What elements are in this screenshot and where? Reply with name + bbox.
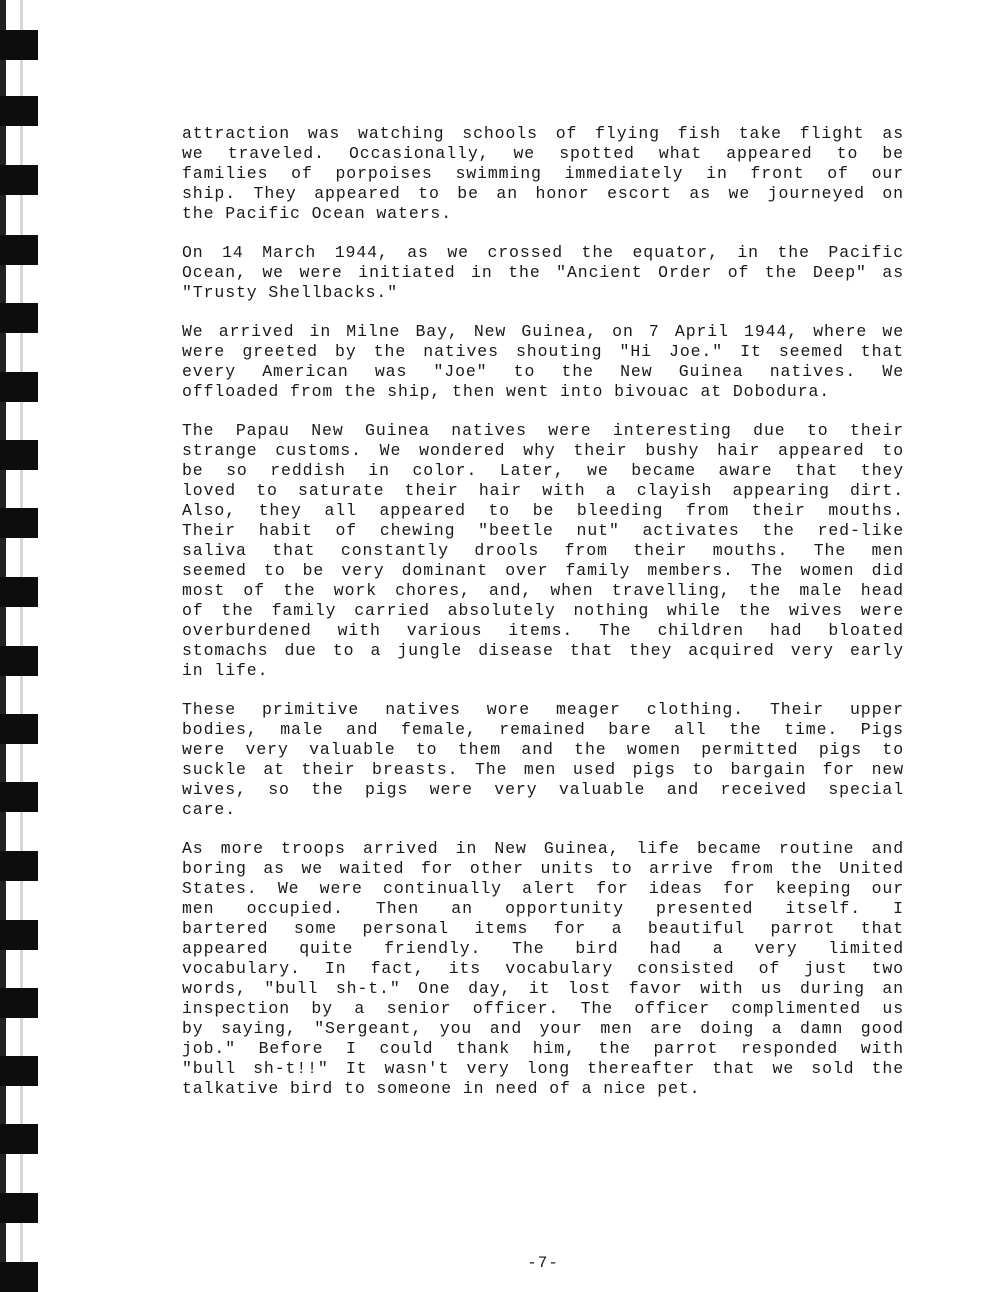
spiral-binding (0, 0, 60, 1292)
binding-ring (0, 646, 38, 676)
text-line: boring as we waited for other units to arrive from the United (182, 859, 904, 878)
binding-ring (0, 1124, 38, 1154)
binding-ring (0, 165, 38, 195)
text-line: families of porpoises swimming immediately in front of our (182, 164, 904, 183)
text-line: Ocean, we were initiated in the "Ancient Order of the Deep" as (182, 263, 904, 282)
text-line: suckle at their breasts. The men used pigs to bargain for new (182, 760, 904, 779)
binding-ring (0, 303, 38, 333)
text-line: loved to saturate their hair with a clayish appearing dirt. (182, 481, 904, 500)
text-line: On 14 March 1944, as we crossed the equator, in the Pacific (182, 243, 904, 262)
binding-ring (0, 1262, 38, 1292)
binding-ring (0, 851, 38, 881)
text-line: the Pacific Ocean waters. (182, 204, 453, 223)
text-line: strange customs. We wondered why their bushy hair appeared to (182, 441, 904, 460)
text-line: men occupied. Then an opportunity presented itself. I (182, 899, 904, 918)
text-line: be so reddish in color. Later, we became aware that they (182, 461, 904, 480)
paragraph (182, 124, 904, 224)
text-line: Their habit of chewing "beetle nut" activates the red-like (182, 521, 904, 540)
text-line: seemed to be very dominant over family members. The women did (182, 561, 904, 580)
binding-ring (0, 235, 38, 265)
text-line: most of the work chores, and, when travelling, the male head (182, 581, 904, 600)
text-line: These primitive natives wore meager clothing. Their upper (182, 700, 904, 719)
text-line: inspection by a senior officer. The officer complimented us (182, 999, 904, 1018)
paragraph (182, 243, 904, 303)
binding-ring (0, 988, 38, 1018)
document-page (182, 124, 904, 1272)
text-line: we traveled. Occasionally, we spotted what appeared to be (182, 144, 904, 163)
text-line: bartered some personal items for a beautiful parrot that (182, 919, 904, 938)
text-line: were greeted by the natives shouting "Hi Joe." It seemed that (182, 342, 904, 361)
text-line: The Papau New Guinea natives were interesting due to their (182, 421, 904, 440)
binding-ring (0, 508, 38, 538)
paragraph (182, 839, 904, 1099)
binding-ring (0, 440, 38, 470)
paragraph (182, 421, 904, 681)
binding-ring (0, 30, 38, 60)
text-line: appeared quite friendly. The bird had a very limited (182, 939, 904, 958)
binding-ring (0, 920, 38, 950)
binding-ring (0, 372, 38, 402)
text-line: "bull sh-t!!" It wasn't very long thereafter that we sold the (182, 1059, 904, 1078)
paragraph (182, 700, 904, 820)
text-line: Also, they all appeared to be bleeding from their mouths. (182, 501, 904, 520)
text-line: bodies, male and female, remained bare all the time. Pigs (182, 720, 904, 739)
text-line: by saying, "Sergeant, you and your men are doing a damn good (182, 1019, 904, 1038)
text-line: States. We were continually alert for ideas for keeping our (182, 879, 904, 898)
text-line: saliva that constantly drools from their mouths. The men (182, 541, 904, 560)
text-line: As more troops arrived in New Guinea, life became routine and (182, 839, 904, 858)
text-line: overburdened with various items. The children had bloated (182, 621, 904, 640)
binding-ring (0, 577, 38, 607)
binding-ring (0, 1193, 38, 1223)
text-line: stomachs due to a jungle disease that they acquired very early (182, 641, 904, 660)
text-line: We arrived in Milne Bay, New Guinea, on 7 April 1944, where we (182, 322, 904, 341)
text-line: ship. They appeared to be an honor escort as we journeyed on (182, 184, 904, 203)
text-line: vocabulary. In fact, its vocabulary consisted of just two (182, 959, 904, 978)
binding-ring (0, 782, 38, 812)
body-text (182, 124, 904, 1099)
text-line: talkative bird to someone in need of a nice pet. (182, 1079, 701, 1098)
text-line: care. (182, 800, 237, 819)
text-line: attraction was watching schools of flying fish take flight as (182, 124, 904, 143)
binding-ring (0, 96, 38, 126)
page-number: -7- (527, 1254, 559, 1272)
text-line: in life. (182, 661, 269, 680)
binding-ring (0, 714, 38, 744)
text-line: every American was "Joe" to the New Guinea natives. We (182, 362, 904, 381)
paragraph (182, 322, 904, 402)
text-line: wives, so the pigs were very valuable and received special (182, 780, 904, 799)
text-line: "Trusty Shellbacks." (182, 283, 399, 302)
text-line: offloaded from the ship, then went into bivouac at Dobodura. (182, 382, 831, 401)
text-line: words, "bull sh-t." One day, it lost favor with us during an (182, 979, 904, 998)
text-line: were very valuable to them and the women permitted pigs to (182, 740, 904, 759)
binding-ring (0, 1056, 38, 1086)
text-line: job." Before I could thank him, the parrot responded with (182, 1039, 904, 1058)
text-line: of the family carried absolutely nothing while the wives were (182, 601, 904, 620)
